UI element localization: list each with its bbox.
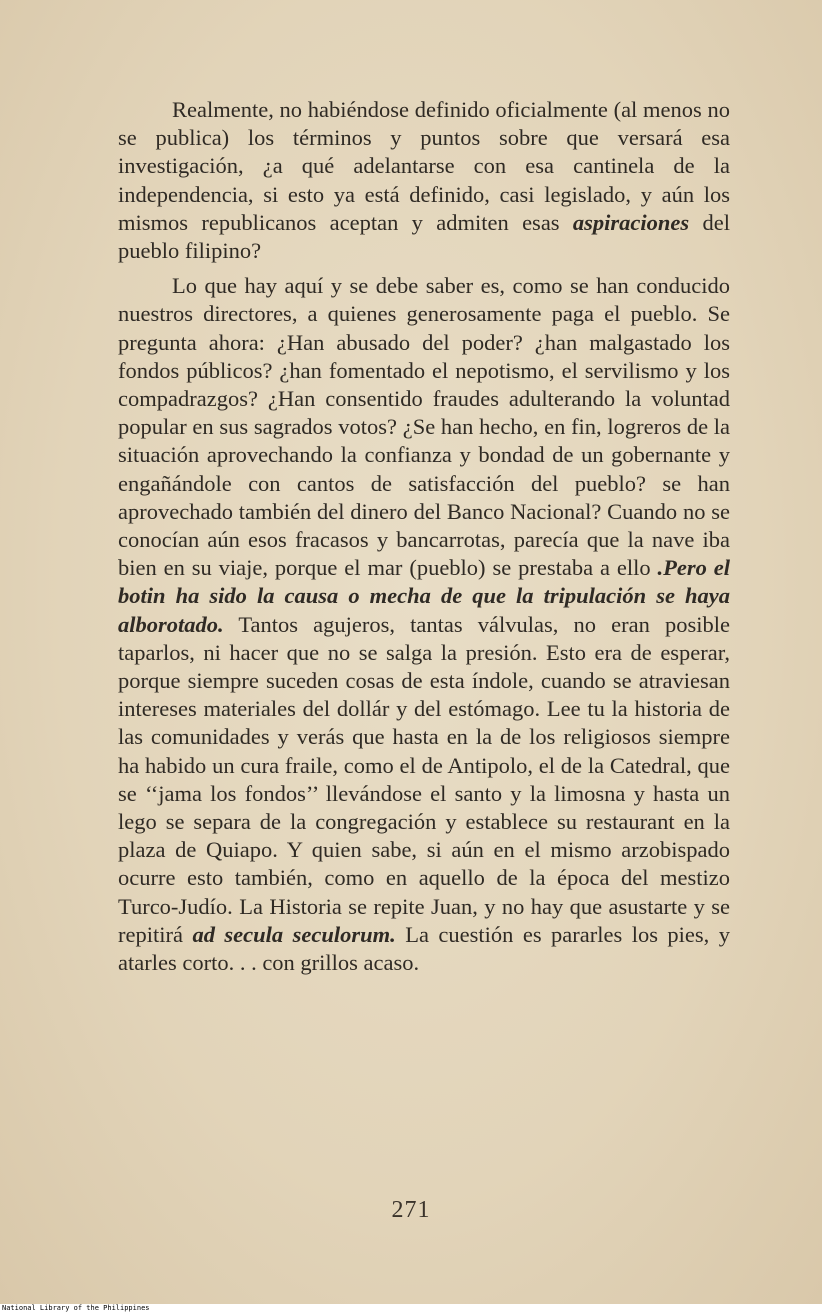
paragraph-2 [118,272,730,977]
paragraph-1-italic: aspiraciones [572,209,690,235]
paragraph-2-text-a: Lo que hay aquí y se debe saber es, como se han conducido nuestros directores, a quienes generosamente paga el pueblo. Se pregunta ahora: ¿Han abusado del poder? ¿han malgastado los fondos públicos? ¿han fomentado el nepotismo, el servilismo y los compadrazgos? ¿Han consentido fraudes adulterando la voluntad popular en sus sagrados votos? ¿Se han hecho, en fin, logreros de la situación aprovechando la confianza y bondad de un gobernante y engañándole con cantos de satisfacción del pueblo? se han aprovechado también del dinero del Banco Nacional? Cuando no se conocían aún esos fracasos y bancarrotas, parecía que la nave iba bien en su viaje, porque el mar (pueblo) se prestaba a ello [118,273,730,581]
paragraph-1-end: del pueblo filipino? [118,209,731,264]
paragraph-1-text: Realmente, no habiéndose definido oficialmente (al menos no se publica) los términos y puntos sobre que versará esa investigación, ¿a qué adelantarse con esa cantinela de la independencia, si esto ya está definido, casi legislado, y aún los mismos republicanos aceptan y admiten esas [118,97,730,235]
paragraph-2-text-c: La cuestión es pararles los pies, y atarles corto. . . con grillos acaso. [118,921,731,976]
library-credit: National Library of the Philippines [2,1304,150,1312]
paragraph-2-italic-2: ad secula seculorum. [192,921,396,947]
paragraph-2-text-b: Tantos agujeros, tantas válvulas, no eran posible taparlos, ni hacer que no se salga la presión. Esto era de esperar, porque siempre suceden cosas de esta índole, cuando se atraviesan intereses materiales del dollár y del estómago. Lee tu la historia de las comunidades y verás que hasta en la de los religiosos siempre ha habido un cura fraile, como el de Antipolo, el de la Catedral, que se ‘‘jama los fondos’’ llevándose el santo y la limosna y hasta un lego se separa de la congregación y establece su restaurant en la plaza de Quiapo. Y quien sabe, si aún en el mismo arzobispado ocurre esto también, como en aquello de la época del mestizo Turco-Judío. La Historia se repite Juan, y no hay que asustarte y se repitirá [118,611,730,947]
page-number: 271 [391,1197,431,1223]
paragraph-1 [118,96,730,265]
paragraph-2-italic-1: .Pero el botin ha sido la causa o mecha de que la tripulación se haya alborotado. [118,555,730,637]
body-text [118,96,730,977]
